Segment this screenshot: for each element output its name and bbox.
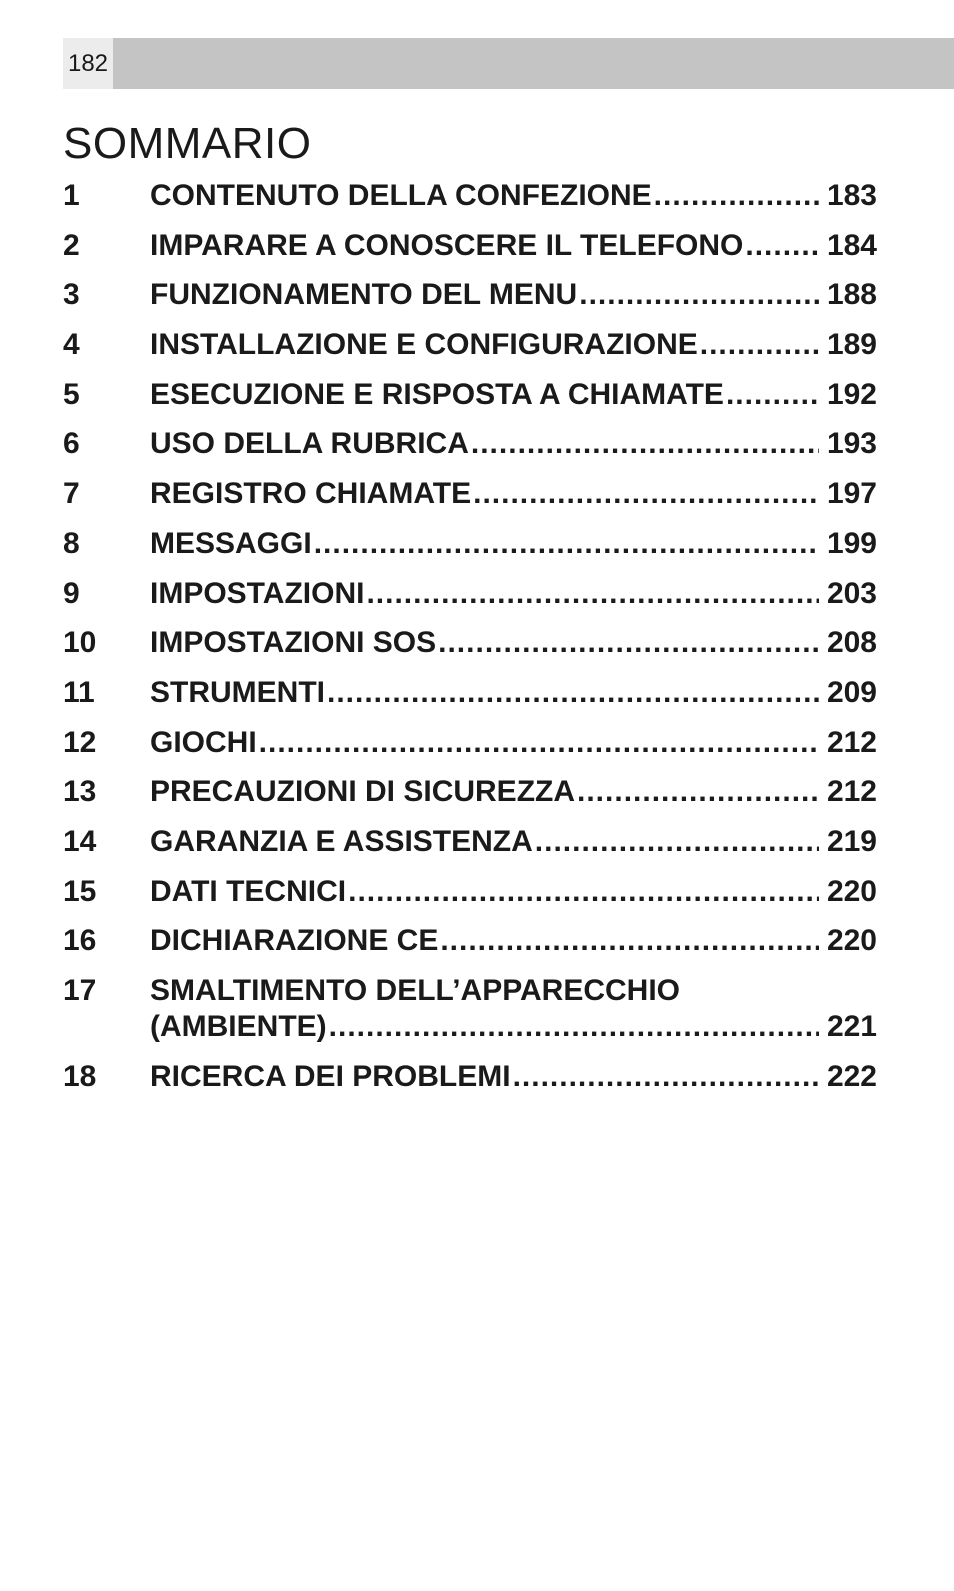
toc-entry[interactable] <box>63 222 877 272</box>
toc-entry-page: 221 <box>826 1010 877 1043</box>
toc-entry[interactable] <box>63 172 877 222</box>
toc-entry-page: 212 <box>826 725 877 759</box>
toc-entry-body <box>150 476 877 512</box>
toc-entry-number: 14 <box>63 824 97 858</box>
toc-entry-number: 4 <box>63 328 80 362</box>
toc-entry[interactable] <box>63 321 877 371</box>
toc-leader-dots <box>348 874 819 910</box>
toc-entry-label: IMPOSTAZIONI SOS <box>150 626 437 660</box>
toc-entry-body <box>150 1059 877 1095</box>
toc-entry-page: 184 <box>826 228 877 262</box>
toc-entry-number: 9 <box>63 576 80 610</box>
toc-entry-label: CONTENUTO DELLA CONFEZIONE <box>150 179 652 212</box>
toc-entry-page: 192 <box>826 377 877 411</box>
toc-entry-body <box>150 923 877 959</box>
toc-entry-body <box>150 625 877 661</box>
toc-leader-dots <box>314 526 819 562</box>
toc-entry-label: RICERCA DEI PROBLEMI <box>150 1060 511 1093</box>
toc-leader-dots <box>577 774 819 810</box>
toc-entry-body <box>150 973 877 1045</box>
toc-entry-page: 222 <box>826 1060 877 1093</box>
toc-entry-body <box>150 426 877 462</box>
toc-leader-dots <box>535 824 819 860</box>
toc-entry-number: 15 <box>63 874 97 908</box>
toc-entry-number: 1 <box>63 179 80 212</box>
toc-entry-number: 16 <box>63 924 97 958</box>
toc-entry-body <box>150 178 877 214</box>
toc-entry-label: FUNZIONAMENTO DEL MENU <box>150 278 578 312</box>
toc-entry-body <box>150 277 877 313</box>
toc-entry[interactable] <box>63 570 877 620</box>
toc-entry-label: PRECAUZIONI DI SICUREZZA <box>150 775 576 809</box>
table-of-contents <box>63 172 877 1103</box>
page-title: SOMMARIO <box>63 119 312 168</box>
toc-entry-label: DATI TECNICI <box>150 874 347 908</box>
toc-entry-page: 220 <box>826 874 877 908</box>
toc-leader-dots <box>259 725 819 761</box>
toc-entry[interactable] <box>63 1053 877 1103</box>
header-bar <box>63 38 954 89</box>
toc-entry-label-continued: (AMBIENTE) <box>150 1010 327 1043</box>
toc-entry-label: GIOCHI <box>150 725 257 759</box>
toc-entry[interactable] <box>63 371 877 421</box>
toc-leader-dots <box>579 277 819 313</box>
toc-entry-body <box>150 725 877 761</box>
toc-entry-number: 10 <box>63 626 97 660</box>
toc-entry-page: 209 <box>826 675 877 709</box>
toc-leader-dots <box>438 625 819 661</box>
toc-entry[interactable] <box>63 520 877 570</box>
toc-leader-dots <box>745 228 819 264</box>
toc-leader-dots <box>473 476 819 512</box>
toc-entry[interactable] <box>63 719 877 769</box>
toc-entry[interactable] <box>63 420 877 470</box>
toc-leader-dots <box>366 576 818 612</box>
toc-entry-page: 197 <box>826 477 877 511</box>
toc-entry-body <box>150 824 877 860</box>
toc-entry-page: 219 <box>826 824 877 858</box>
toc-entry-label: MESSAGGI <box>150 526 312 560</box>
toc-entry-label: REGISTRO CHIAMATE <box>150 477 472 511</box>
toc-entry-page: 183 <box>826 179 877 212</box>
toc-leader-dots <box>700 327 819 363</box>
toc-entry-label: IMPARARE A CONOSCERE IL TELEFONO <box>150 228 744 262</box>
toc-entry-body <box>150 576 877 612</box>
toc-entry-page: 208 <box>826 626 877 660</box>
toc-entry-number: 7 <box>63 477 80 511</box>
toc-entry[interactable] <box>63 768 877 818</box>
toc-entry[interactable] <box>63 818 877 868</box>
toc-entry-label: SMALTIMENTO DELL’APPARECCHIO <box>150 974 681 1007</box>
toc-leader-dots <box>329 1009 819 1045</box>
toc-entry-label: INSTALLAZIONE E CONFIGURAZIONE <box>150 328 698 362</box>
toc-entry-number: 17 <box>63 974 97 1007</box>
toc-entry-number: 8 <box>63 526 80 560</box>
toc-entry-label: STRUMENTI <box>150 675 325 709</box>
toc-entry[interactable] <box>63 271 877 321</box>
toc-entry-page: 203 <box>826 576 877 610</box>
toc-entry-page: 188 <box>826 278 877 312</box>
toc-entry-body <box>150 327 877 363</box>
toc-entry-number: 11 <box>63 675 95 709</box>
toc-leader-dots <box>726 377 819 413</box>
toc-entry-body <box>150 874 877 910</box>
toc-entry-label: ESECUZIONE E RISPOSTA A CHIAMATE <box>150 377 724 411</box>
toc-entry-body <box>150 675 877 711</box>
toc-entry-number: 18 <box>63 1060 97 1093</box>
toc-entry-body <box>150 526 877 562</box>
toc-entry-page: 212 <box>826 775 877 809</box>
toc-leader-dots <box>440 923 819 959</box>
toc-leader-dots <box>513 1059 819 1095</box>
toc-entry-number: 3 <box>63 278 80 312</box>
toc-entry-label: GARANZIA E ASSISTENZA <box>150 824 533 858</box>
toc-entry-page: 199 <box>826 526 877 560</box>
toc-entry-body <box>150 774 877 810</box>
toc-entry-label: USO DELLA RUBRICA <box>150 427 469 461</box>
toc-entry-number: 6 <box>63 427 80 461</box>
toc-entry-number: 12 <box>63 725 97 759</box>
toc-entry-page: 220 <box>826 924 877 958</box>
toc-leader-dots <box>327 675 819 711</box>
toc-entry-label: DICHIARAZIONE CE <box>150 924 439 958</box>
toc-entry-number: 13 <box>63 775 97 809</box>
toc-leader-dots <box>471 426 819 462</box>
toc-entry-number: 2 <box>63 228 80 262</box>
toc-entry[interactable] <box>63 967 877 1053</box>
toc-entry-body <box>150 377 877 413</box>
toc-leader-dots <box>654 178 819 214</box>
toc-entry[interactable] <box>63 868 877 918</box>
toc-entry-label: IMPOSTAZIONI <box>150 576 365 610</box>
page-number: 182 <box>63 38 113 89</box>
toc-entry[interactable] <box>63 917 877 967</box>
toc-entry-page: 189 <box>826 328 877 362</box>
toc-entry-page: 193 <box>826 427 877 461</box>
toc-entry[interactable] <box>63 619 877 669</box>
toc-entry[interactable] <box>63 470 877 520</box>
toc-entry[interactable] <box>63 669 877 719</box>
toc-entry-number: 5 <box>63 377 80 411</box>
toc-entry-body <box>150 228 877 264</box>
